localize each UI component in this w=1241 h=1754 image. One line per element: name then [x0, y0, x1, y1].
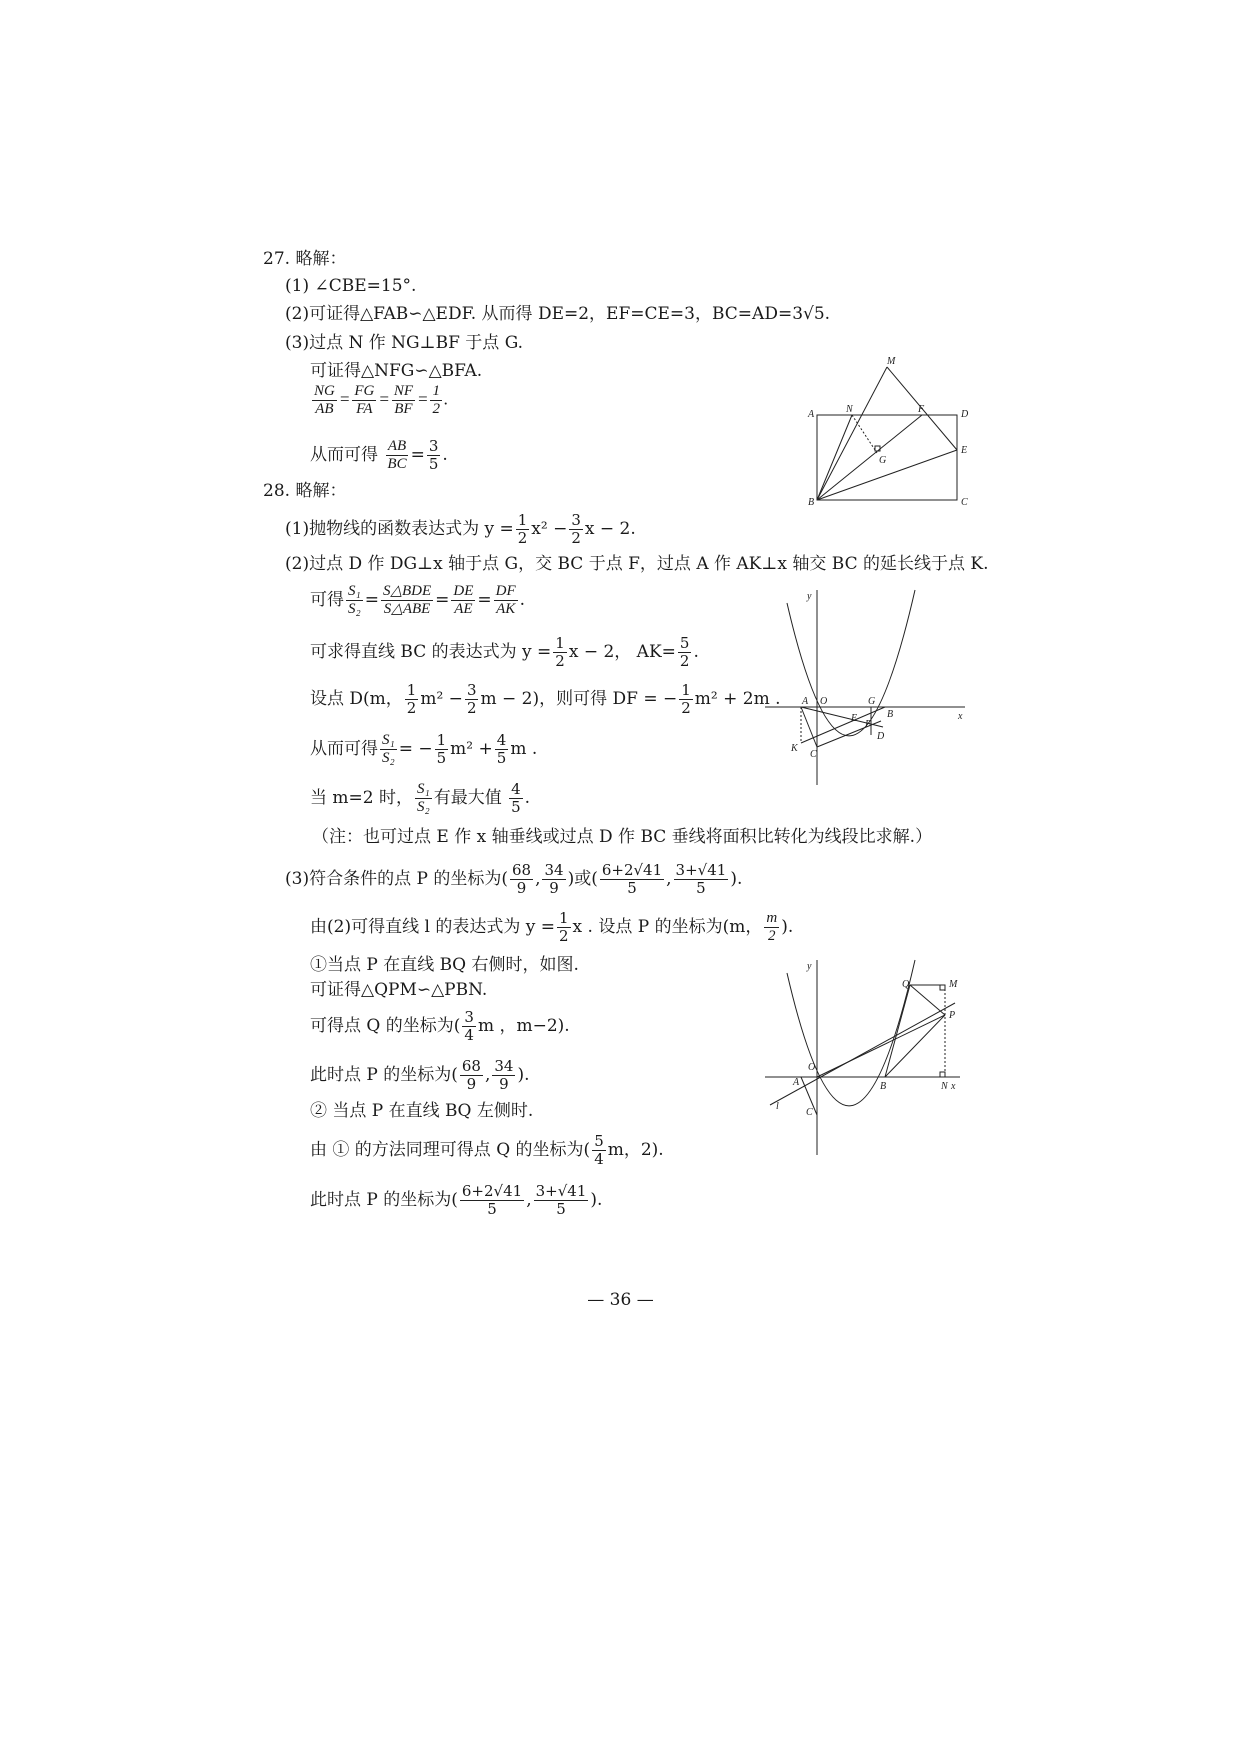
label-C: C — [810, 749, 817, 760]
label-C: C — [806, 1107, 813, 1118]
p27-result: 从而可得 $\frac{AB}{BC}$ = $\frac{3}{5}$ . — [310, 437, 448, 473]
p28-case1-p: 此时点 P 的坐标为( $\frac{68}{9}$ , $\frac{34}{9}$ ). — [310, 1057, 530, 1093]
label-F: F — [918, 404, 925, 415]
rectangle-figure-27 — [805, 355, 975, 507]
label-A: A — [808, 409, 815, 420]
problem-28-heading: 28. 略解： — [263, 481, 347, 501]
label-y: y — [807, 961, 812, 972]
label-E: E — [851, 713, 858, 724]
label-O: O — [808, 1062, 816, 1073]
p28-point-d: 设点 D(m， $\frac{1}{2}$ m² − $\frac{3}{2}$ m − 2)，则可得 DF = − $\frac{1}{2}$ m² + 2m . — [310, 681, 781, 717]
p28-case1-similar: 可证得△QPM∽△PBN. — [310, 980, 488, 1000]
p28-part2: (2)过点 D 作 DG⊥x 轴于点 G，交 BC 于点 F，过点 A 作 AK⊥x 轴交 BC 的延长线于点 K. — [285, 554, 989, 574]
p28-case1: ①当点 P 在直线 BQ 右侧时，如图. — [310, 955, 579, 975]
p27-similar: 可证得△NFG∽△BFA. — [310, 361, 483, 381]
label-D: D — [961, 409, 969, 420]
label-G: G — [879, 455, 887, 466]
p28-case2-q: 由 ① 的方法同理可得点 Q 的坐标为( $\frac{5}{4}$ m，2). — [310, 1132, 664, 1168]
label-l: l — [776, 1101, 779, 1112]
label-D: D — [877, 731, 885, 742]
label-N: N — [941, 1081, 948, 1092]
p28-line-l: 由(2)可得直线 l 的表达式为 y = $\frac{1}{2}$ x . 设点 P 的坐标为(m， $\frac{m}{2}$ ). — [310, 909, 794, 945]
parabola-figure-2 — [765, 585, 970, 790]
page-number: — 36 — — [587, 1290, 654, 1310]
p28-case2-p: 此时点 P 的坐标为( $\frac{6+2√41}{5}$ , $\frac{3+√41}{5}$ ). — [310, 1182, 603, 1218]
label-M: M — [949, 979, 958, 990]
label-B: B — [887, 709, 894, 720]
label-C: C — [961, 497, 968, 507]
parabola-figure-3 — [765, 955, 970, 1160]
p28-max-value: 当 m=2 时， $\frac{\text{S₁}}{\text{S₂}}$ 有最大值 $\frac{4}{5}$ . — [310, 780, 531, 816]
p28-ratio-expression: 从而可得 $\frac{\text{S₁}}{\text{S₂}}$ = − $\frac{1}{5}$ m² + $\frac{4}{5}$ m . — [310, 731, 538, 767]
p28-area-ratio: 可得 $\frac{\text{S₁}}{\text{S₂}}$ = S△BDE S△ABE = $\frac{DE}{AE}$ = $\frac{DF}{AK}$ . — [310, 583, 526, 617]
label-Q: Q — [902, 979, 910, 990]
p27-ratio: $\frac{NG}{AB}$ = $\frac{FG}{FA}$ = $\frac{NF}{BF}$ = $\frac{1}{2}$ . — [314, 383, 449, 417]
label-A: A — [802, 696, 809, 707]
label-F: F — [865, 719, 872, 730]
label-N: N — [846, 404, 853, 415]
label-G: G — [868, 696, 876, 707]
p28-case1-q: 可得点 Q 的坐标为( $\frac{3}{4}$ m ，m−2). — [310, 1008, 570, 1044]
p27-part3: (3)过点 N 作 NG⊥BF 于点 G. — [285, 333, 524, 353]
label-P: P — [949, 1010, 956, 1021]
label-x: x — [958, 711, 963, 722]
p27-part1: (1) ∠CBE=15°. — [285, 276, 417, 296]
label-A: A — [793, 1077, 800, 1088]
p28-part1: (1)抛物线的函数表达式为 y = $\frac{1}{2}$ x² − $\frac{3}{2}$ x − 2. — [285, 511, 636, 547]
label-M: M — [887, 356, 896, 367]
p28-part3: (3)符合条件的点 P 的坐标为( $\frac{68}{9}$ , $\frac{34}{9}$ )或( $\frac{6+2√41}{5}$ , $\frac{3+√41}{5}$ ). — [285, 861, 743, 897]
p28-note: （注：也可过点 E 作 x 轴垂线或过点 D 作 BC 垂线将面积比转化为线段比求解.） — [312, 827, 933, 847]
label-K: K — [791, 743, 798, 754]
p28-line-bc: 可求得直线 BC 的表达式为 y = $\frac{1}{2}$ x − 2， AK= $\frac{5}{2}$ . — [310, 634, 699, 670]
label-y: y — [807, 591, 812, 602]
p28-case2: ② 当点 P 在直线 BQ 左侧时. — [310, 1101, 534, 1121]
p27-part2: (2)可证得△FAB∽△EDF. 从而得 DE=2，EF=CE=3，BC=AD=3√5. — [285, 304, 831, 324]
label-B: B — [880, 1081, 887, 1092]
label-B: B — [808, 497, 815, 507]
problem-27-heading: 27. 略解： — [263, 249, 347, 269]
label-O: O — [820, 696, 828, 707]
label-x: x — [951, 1081, 956, 1092]
label-E: E — [961, 445, 968, 456]
